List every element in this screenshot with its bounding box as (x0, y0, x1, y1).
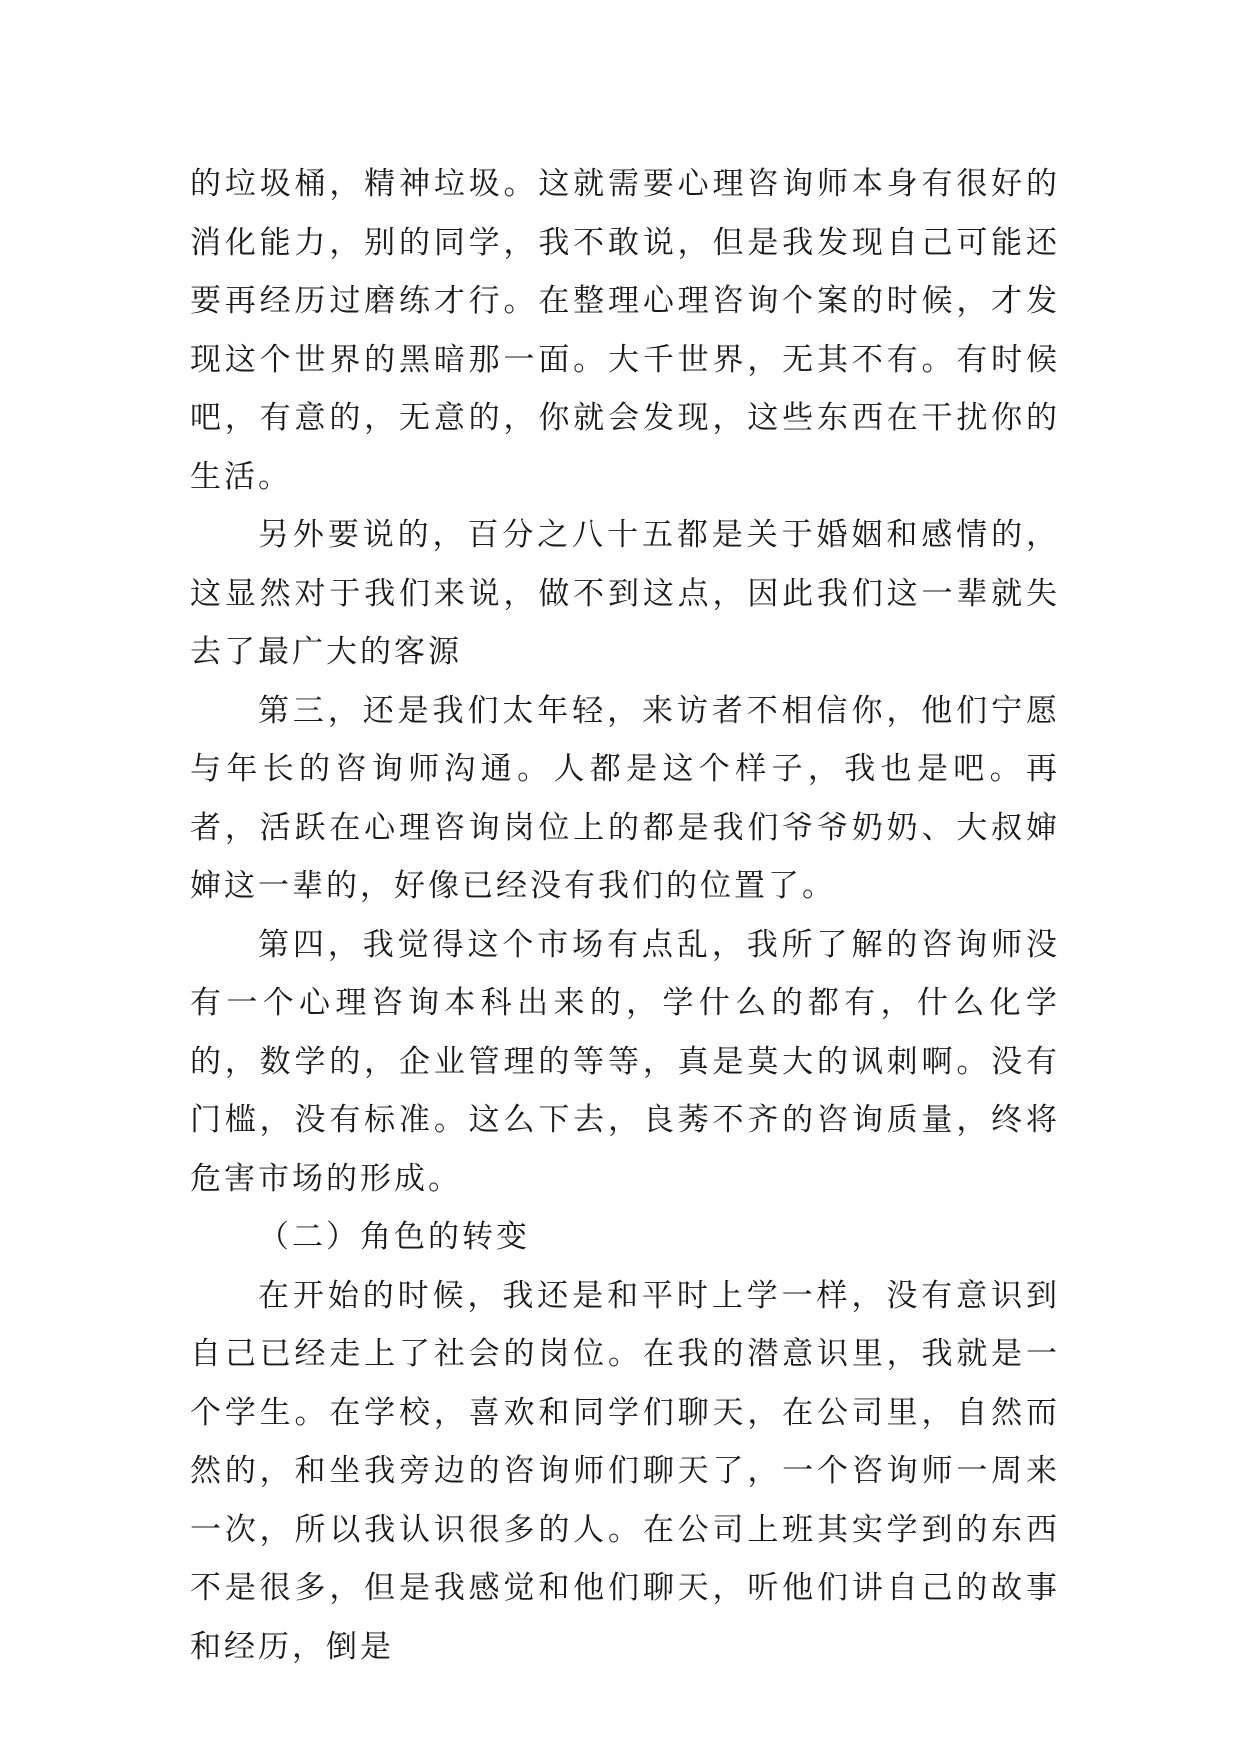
paragraph-third-point: 第三，还是我们太年轻，来访者不相信你，他们宁愿与年长的咨询师沟通。人都是这个样子，我也是吧。再者，活跃在心理咨询岗位上的都是我们爷爷奶奶、大叔婶婶这一辈的，好像已经没有我们的位置了。 (190, 692, 1060, 904)
paragraph-continued: 的垃圾桶，精神垃圾。这就需要心理咨询师本身有很好的消化能力，别的同学，我不敢说，但是我发现自己可能还要再经历过磨练才行。在整理心理咨询个案的时候，才发现这个世界的黑暗那一面。大千世界，无其不有。有时候吧，有意的，无意的，你就会发现，这些东西在干扰你的生活。 (190, 166, 1060, 495)
paragraph-role-change: 在开始的时候，我还是和平时上学一样，没有意识到自己已经走上了社会的岗位。在我的潜意识里，我就是一个学生。在学校，喜欢和同学们聊天，在公司里，自然而然的，和坐我旁边的咨询师们聊天了，一个咨询师一周来一次，所以我认识很多的人。在公司上班其实学到的东西不是很多，但是我感觉和他们聊天，听他们讲自己的故事和经历，倒是 (190, 1277, 1060, 1665)
paragraph-marriage-clients: 另外要说的，百分之八十五都是关于婚姻和感情的，这显然对于我们来说，做不到这点，因此我们这一辈就失去了最广大的客源 (190, 517, 1060, 670)
paragraph-fourth-point: 第四，我觉得这个市场有点乱，我所了解的咨询师没有一个心理咨询本科出来的，学什么的都有，什么化学的，数学的，企业管理的等等，真是莫大的讽刺啊。没有门槛，没有标准。这么下去，良莠不齐的咨询质量，终将危害市场的形成。 (190, 926, 1060, 1197)
section-heading-role-change: （二）角色的转变 (258, 1219, 530, 1255)
document-body (190, 155, 1060, 1676)
